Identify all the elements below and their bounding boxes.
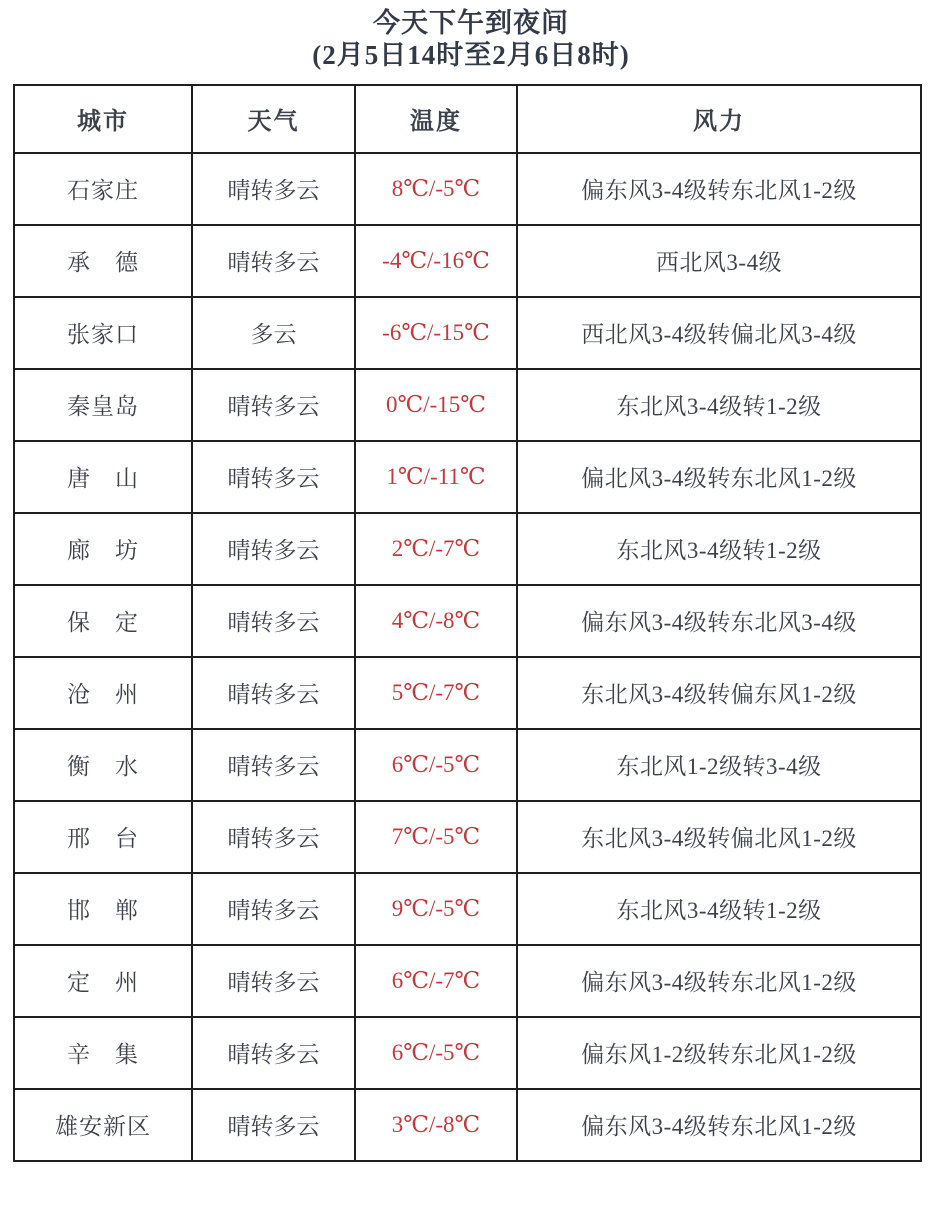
city-cell: 衡 水 <box>14 729 192 801</box>
wind-cell: 东北风3-4级转1-2级 <box>517 513 921 585</box>
temperature-cell: 0℃/-15℃ <box>355 369 517 441</box>
city-cell: 廊 坊 <box>14 513 192 585</box>
temperature-cell: 7℃/-5℃ <box>355 801 517 873</box>
temperature-cell: 9℃/-5℃ <box>355 873 517 945</box>
wind-cell: 东北风3-4级转1-2级 <box>517 369 921 441</box>
weather-cell: 晴转多云 <box>192 801 355 873</box>
table-header <box>14 85 921 153</box>
weather-cell: 晴转多云 <box>192 225 355 297</box>
temperature-cell: 6℃/-5℃ <box>355 1017 517 1089</box>
weather-cell: 晴转多云 <box>192 513 355 585</box>
wind-cell: 东北风3-4级转偏北风1-2级 <box>517 801 921 873</box>
table-row <box>14 945 921 1017</box>
city-cell: 定 州 <box>14 945 192 1017</box>
temperature-cell: 2℃/-7℃ <box>355 513 517 585</box>
wind-cell: 东北风3-4级转偏东风1-2级 <box>517 657 921 729</box>
temperature-cell: 5℃/-7℃ <box>355 657 517 729</box>
weather-cell: 晴转多云 <box>192 1017 355 1089</box>
temperature-cell: 6℃/-7℃ <box>355 945 517 1017</box>
weather-cell: 晴转多云 <box>192 1089 355 1161</box>
header-wind: 风力 <box>517 85 921 153</box>
wind-cell: 西北风3-4级 <box>517 225 921 297</box>
temperature-cell: 4℃/-8℃ <box>355 585 517 657</box>
wind-cell: 偏东风3-4级转东北风1-2级 <box>517 1089 921 1161</box>
wind-cell: 偏东风3-4级转东北风1-2级 <box>517 153 921 225</box>
wind-cell: 东北风3-4级转1-2级 <box>517 873 921 945</box>
city-cell: 唐 山 <box>14 441 192 513</box>
temperature-cell: -6℃/-15℃ <box>355 297 517 369</box>
city-cell: 承 德 <box>14 225 192 297</box>
page-title-line2: (2月5日14时至2月6日8时) <box>312 40 630 71</box>
weather-forecast-table <box>13 84 922 1162</box>
table-row <box>14 801 921 873</box>
city-cell: 邯 郸 <box>14 873 192 945</box>
weather-cell: 晴转多云 <box>192 585 355 657</box>
weather-cell: 多云 <box>192 297 355 369</box>
city-cell: 秦皇岛 <box>14 369 192 441</box>
city-cell: 张家口 <box>14 297 192 369</box>
table-row <box>14 441 921 513</box>
city-cell: 辛 集 <box>14 1017 192 1089</box>
weather-cell: 晴转多云 <box>192 945 355 1017</box>
wind-cell: 偏东风1-2级转东北风1-2级 <box>517 1017 921 1089</box>
wind-cell: 偏北风3-4级转东北风1-2级 <box>517 441 921 513</box>
city-cell: 雄安新区 <box>14 1089 192 1161</box>
temperature-cell: 8℃/-5℃ <box>355 153 517 225</box>
weather-cell: 晴转多云 <box>192 441 355 513</box>
header-weather: 天气 <box>192 85 355 153</box>
temperature-cell: 3℃/-8℃ <box>355 1089 517 1161</box>
table-row <box>14 1089 921 1161</box>
header-city: 城市 <box>14 85 192 153</box>
table-row <box>14 153 921 225</box>
city-cell: 沧 州 <box>14 657 192 729</box>
temperature-cell: 1℃/-11℃ <box>355 441 517 513</box>
temperature-cell: -4℃/-16℃ <box>355 225 517 297</box>
table-row <box>14 873 921 945</box>
weather-cell: 晴转多云 <box>192 369 355 441</box>
city-cell: 保 定 <box>14 585 192 657</box>
wind-cell: 偏东风3-4级转东北风3-4级 <box>517 585 921 657</box>
wind-cell: 西北风3-4级转偏北风3-4级 <box>517 297 921 369</box>
page-title <box>0 7 942 72</box>
table-row <box>14 513 921 585</box>
city-cell: 石家庄 <box>14 153 192 225</box>
weather-cell: 晴转多云 <box>192 657 355 729</box>
page-title-line1: 今天下午到夜间 <box>373 8 569 38</box>
table-row <box>14 657 921 729</box>
table-row <box>14 585 921 657</box>
wind-cell: 偏东风3-4级转东北风1-2级 <box>517 945 921 1017</box>
table-row <box>14 729 921 801</box>
weather-cell: 晴转多云 <box>192 729 355 801</box>
table-header-row <box>14 85 921 153</box>
table-row <box>14 225 921 297</box>
city-cell: 邢 台 <box>14 801 192 873</box>
header-temperature: 温度 <box>355 85 517 153</box>
weather-cell: 晴转多云 <box>192 873 355 945</box>
weather-cell: 晴转多云 <box>192 153 355 225</box>
temperature-cell: 6℃/-5℃ <box>355 729 517 801</box>
table-row <box>14 297 921 369</box>
table-body <box>14 153 921 1161</box>
wind-cell: 东北风1-2级转3-4级 <box>517 729 921 801</box>
table-row <box>14 369 921 441</box>
table-row <box>14 1017 921 1089</box>
